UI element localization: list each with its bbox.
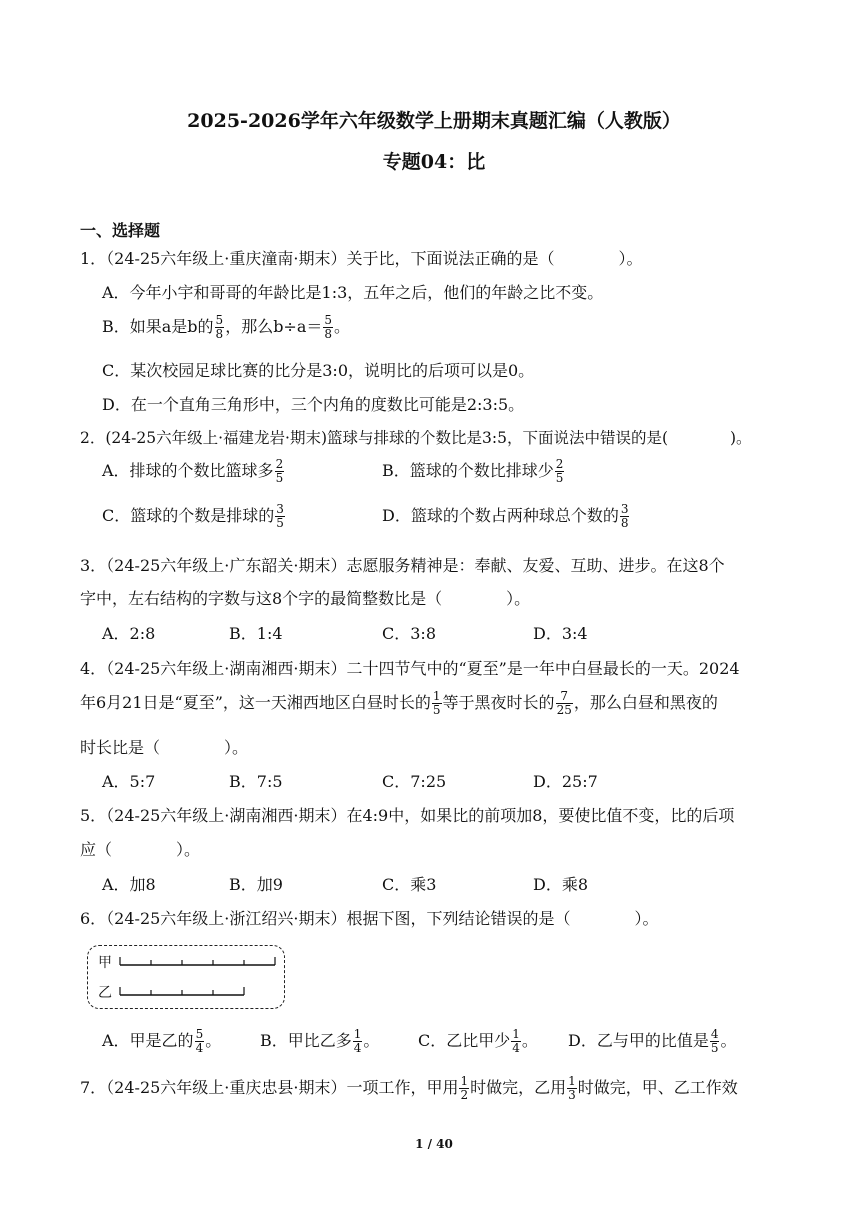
q6-option-d-text: D．乙与甲的比值是 [568,1031,709,1050]
fraction [620,503,630,530]
q1-option-b-text: B．如果a是b的 [102,317,214,336]
denominator: 25 [556,703,572,717]
fraction [323,314,333,341]
numerator: 1 [568,1074,576,1088]
numerator: 3 [620,502,629,516]
q4-stem-line1: 4．（24-25六年级上·湖南湘西·期末）二十四节气中的“夏至”是一年中白昼最长的一天。2024 [80,659,740,678]
q1-option-b-text: 。 [334,317,351,336]
q7-text: 7．（24-25六年级上·重庆忠县·期末）一项工作，甲用 [80,1078,459,1097]
q3-option-d: D．3:4 [533,624,588,643]
denominator: 4 [512,1041,520,1055]
fraction [215,314,225,341]
denominator: 8 [324,327,333,341]
denominator: 4 [195,1041,204,1055]
q1-option-a: A．今年小宇和哥哥的年龄比是1:3，五年之后，他们的年龄之比不变。 [102,283,604,302]
q4-text: 等于黑夜时长的 [442,693,555,712]
fraction [555,458,565,485]
q6-option-d [568,1028,737,1055]
q2-option-a [102,458,285,485]
numerator: 1 [512,1027,520,1041]
q4-option-a: A．5:7 [102,772,156,791]
q6-option-a-text: A．甲是乙的 [102,1031,194,1050]
fraction [511,1028,521,1055]
fraction [459,1075,469,1102]
segment-diagram [87,945,285,1009]
numerator: 3 [276,502,284,516]
numerator: 5 [215,313,224,327]
q6-option-a-text: 。 [205,1031,222,1050]
q4-option-d: D．25:7 [533,772,598,791]
numerator: 1 [353,1027,362,1041]
denominator: 8 [215,327,224,341]
q5-stem-line2: 应（ ）。 [80,840,201,859]
page-number: 1 / 40 [415,1137,453,1151]
jia-segment-line [120,957,275,965]
q2-option-d-text: D．篮球的个数占两种球总个数的 [382,506,619,525]
denominator: 4 [353,1041,362,1055]
numerator: 5 [324,313,333,327]
q6-option-a [102,1028,221,1055]
denominator: 8 [620,516,629,530]
q5-option-c: C．乘3 [382,875,437,894]
label-yi: 乙 [98,985,112,1001]
numerator: 2 [555,457,564,471]
fraction [275,503,285,530]
q4-stem-line3: 时长比是（ ）。 [80,738,249,757]
q2-option-c [102,503,286,530]
document-subtitle: 专题04：比 [382,151,486,173]
fraction [432,690,442,717]
q5-option-b: B．加9 [229,875,283,894]
segment-diagram-svg [88,946,284,1008]
q7-text: 时做完，甲、乙工作效 [577,1078,738,1097]
fraction [567,1075,577,1102]
q5-option-a: A．加8 [102,875,156,894]
denominator: 3 [568,1088,576,1102]
denominator: 2 [460,1088,469,1102]
q2-option-b [382,458,565,485]
document-title: 2025-2026学年六年级数学上册期末真题汇编（人教版） [187,110,681,132]
q4-text: 年6月21日是“夏至”，这一天湘西地区白昼时长的 [80,693,431,712]
fraction [556,690,573,717]
fraction [275,458,285,485]
q3-stem-line2: 字中，左右结构的字数与这8个字的最简整数比是（ ）。 [80,589,531,608]
q5-option-d: D．乘8 [533,875,589,894]
q6-option-b-text: B．甲比乙多 [260,1031,352,1050]
denominator: 5 [275,471,284,485]
q1-option-c: C．某次校园足球比赛的比分是3:0，说明比的后项可以是0。 [102,361,535,380]
q4-text: ，那么白昼和黑夜的 [573,693,718,712]
q6-option-b-text: 。 [363,1031,380,1050]
q1-option-b-text: ，那么b÷a＝ [225,317,323,336]
q1-option-d: D．在一个直角三角形中，三个内角的度数比可能是2:3:5。 [102,395,525,414]
q7-stem [80,1075,738,1102]
q4-option-b: B．7:5 [229,772,283,791]
q2-stem: 2．(24-25六年级上·福建龙岩·期末)篮球与排球的个数比是3:5，下面说法中错误的是( )。 [80,429,752,447]
q7-text: 时做完，乙用 [470,1078,567,1097]
numerator: 5 [195,1027,204,1041]
q4-option-c: C．7:25 [382,772,447,791]
q6-option-c-text: C．乙比甲少 [418,1031,511,1050]
q3-option-c: C．3:8 [382,624,436,643]
q5-stem-line1: 5．（24-25六年级上·湖南湘西·期末）在4:9中，如果比的前项加8，要使比值不变，比的后项 [80,806,735,825]
q4-stem-line2 [80,690,718,717]
fraction [353,1028,363,1055]
denominator: 5 [432,703,441,717]
numerator: 2 [275,457,284,471]
q3-option-a: A．2:8 [102,624,156,643]
label-jia: 甲 [98,955,112,971]
fraction [710,1028,720,1055]
q6-option-b [260,1028,379,1055]
numerator: 7 [556,690,573,704]
q3-stem-line1: 3．（24-25六年级上·广东韶关·期末）志愿服务精神是：奉献、友爱、互助、进步。在这8个 [80,556,725,575]
fraction [195,1028,205,1055]
q6-option-c-text: 。 [521,1031,538,1050]
denominator: 5 [555,471,564,485]
q6-option-c [418,1028,538,1055]
q3-option-b: B．1:4 [229,624,283,643]
q6-option-d-text: 。 [720,1031,737,1050]
section-heading: 一、选择题 [80,221,161,240]
q2-option-a-text: A．排球的个数比篮球多 [102,461,274,480]
q1-option-b [102,314,350,341]
q1-stem: 1．（24-25六年级上·重庆潼南·期末）关于比，下面说法正确的是（ ）。 [80,249,643,268]
numerator: 1 [432,689,441,703]
q2-option-b-text: B．篮球的个数比排球少 [382,461,554,480]
q2-option-d [382,503,630,530]
denominator: 5 [276,516,284,530]
denominator: 5 [710,1041,719,1055]
q6-stem: 6．（24-25六年级上·浙江绍兴·期末）根据下图，下列结论错误的是（ ）。 [80,909,659,928]
numerator: 1 [460,1074,469,1088]
q2-option-c-text: C．篮球的个数是排球的 [102,506,275,525]
yi-segment-line [120,987,244,995]
numerator: 4 [710,1027,719,1041]
